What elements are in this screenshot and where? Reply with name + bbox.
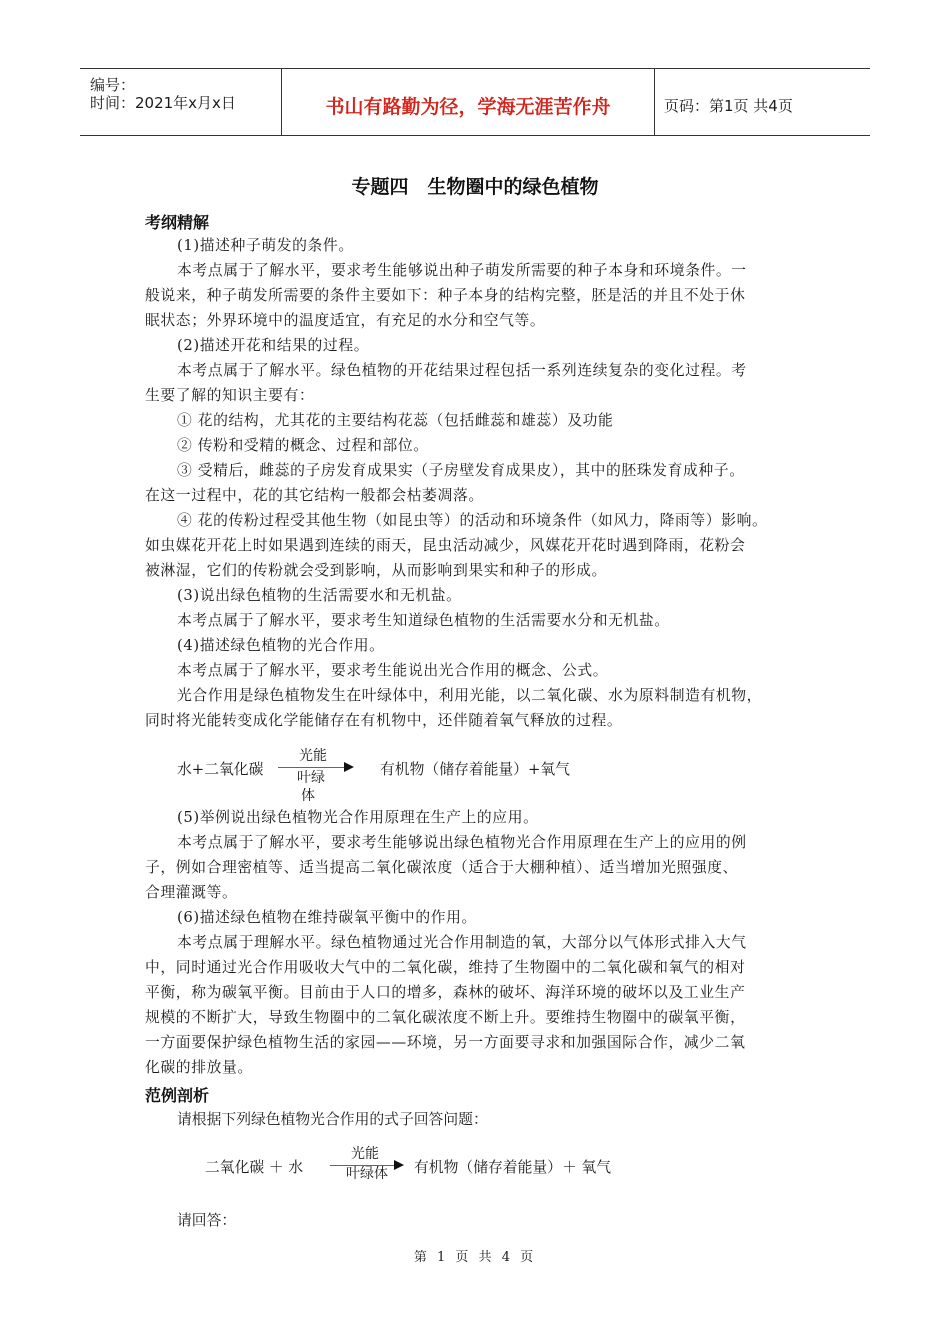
header-date-label: 时间：2021年x月x日 bbox=[90, 94, 236, 112]
header-number-label: 编号： bbox=[90, 76, 136, 94]
body-line: 合理灌溉等。 bbox=[145, 884, 238, 901]
body-line: ① 花的结构，尤其花的主要结构花蕊（包括雌蕊和雄蕊）及功能 bbox=[177, 412, 614, 429]
header-page-label: 页码：第1页 共4页 bbox=[664, 97, 793, 115]
body-line: 化碳的排放量。 bbox=[145, 1059, 253, 1076]
body-line: 在这一过程中，花的其它结构一般都会枯萎凋落。 bbox=[145, 487, 484, 504]
header-motto: 书山有路勤为径，学海无涯苦作舟 bbox=[325, 96, 611, 118]
section-heading-example: 范例剖析 bbox=[145, 1086, 210, 1105]
page-title: 专题四 生物圈中的绿色植物 bbox=[351, 176, 599, 198]
body-line: 同时将光能转变成化学能储存在有机物中，还伴随着氧气释放的过程。 bbox=[145, 712, 623, 729]
example-intro: 请根据下列绿色植物光合作用的式子回答问题： bbox=[177, 1111, 488, 1128]
body-line: 本考点属于了解水平。绿色植物的开花结果过程包括一系列连续复杂的变化过程。考 bbox=[177, 362, 747, 379]
body-line: 本考点属于了解水平，要求考生能够说出种子萌发所需要的种子本身和环境条件。一 bbox=[177, 262, 747, 279]
body-text-block bbox=[145, 805, 807, 1080]
body-line: 般说来，种子萌发所需要的条件主要如下：种子本身的结构完整，胚是活的并且不处于休 bbox=[145, 287, 746, 304]
body-line: ④ 花的传粉过程受其他生物（如昆虫等）的活动和环境条件（如风力，降雨等）影响。 bbox=[177, 512, 768, 529]
equation-right: 有机物（储存着能量）＋ 氧气 bbox=[414, 1159, 612, 1176]
body-line: 本考点属于了解水平，要求考生知道绿色植物的生活需要水分和无机盐。 bbox=[177, 612, 670, 629]
body-line: 中，同时通过光合作用吸收大气中的二氧化碳，维持了生物圈中的二氧化碳和氧气的相对 bbox=[145, 959, 746, 976]
body-line: ③ 受精后，雌蕊的子房发育成果实（子房壁发育成果皮），其中的胚珠发育成种子。 bbox=[177, 462, 745, 479]
body-line: 规模的不断扩大，导致生物圈中的二氧化碳浓度不断上升。要维持生物圈中的碳氧平衡， bbox=[145, 1009, 746, 1026]
page-footer bbox=[0, 1246, 950, 1265]
equation-condition-above: 光能 bbox=[351, 1146, 379, 1162]
equation-condition-below: 体 bbox=[301, 788, 315, 804]
body-line: 本考点属于了解水平，要求考生能够说出绿色植物光合作用原理在生产上的应用的例 bbox=[177, 834, 747, 851]
page-number: 第 1 页 共 4 页 bbox=[413, 1250, 537, 1265]
header-divider bbox=[654, 68, 655, 135]
equation-condition-below: 叶绿 bbox=[297, 770, 325, 786]
arrow-right-icon bbox=[344, 762, 354, 772]
body-line: (6)描述绿色植物在维持碳氧平衡中的作用。 bbox=[177, 909, 477, 926]
equation-left: 水+二氧化碳 bbox=[177, 761, 264, 778]
body-line: 被淋湿，它们的传粉就会受到影响，从而影响到果实和种子的形成。 bbox=[145, 562, 607, 579]
body-line: 本考点属于理解水平。绿色植物通过光合作用制造的氧，大部分以气体形式排入大气 bbox=[177, 934, 747, 951]
header-top-rule bbox=[80, 68, 870, 69]
body-line: (1)描述种子萌发的条件。 bbox=[177, 237, 354, 254]
body-line: 眠状态；外界环境中的温度适宜，有充足的水分和空气等。 bbox=[145, 312, 546, 329]
body-text-block bbox=[145, 233, 807, 733]
body-line: (5)举例说出绿色植物光合作用原理在生产上的应用。 bbox=[177, 809, 539, 826]
body-line: (4)描述绿色植物的光合作用。 bbox=[177, 637, 385, 654]
equation-left: 二氧化碳 ＋ 水 bbox=[205, 1159, 304, 1176]
body-line: ② 传粉和受精的概念、过程和部位。 bbox=[177, 437, 429, 454]
body-line: 生要了解的知识主要有： bbox=[145, 387, 315, 404]
body-line: (2)描述开花和结果的过程。 bbox=[177, 337, 370, 354]
equation-right: 有机物（储存着能量）+氧气 bbox=[380, 761, 570, 778]
body-line: 一方面要保护绿色植物生活的家园——环境，另一方面要寻求和加强国际合作，减少二氧 bbox=[145, 1034, 746, 1051]
answer-prompt: 请回答： bbox=[177, 1212, 237, 1229]
body-line: 如虫媒花开花上时如果遇到连续的雨天，昆虫活动减少，风媒花开花时遇到降雨，花粉会 bbox=[145, 537, 746, 554]
equation-condition-above: 光能 bbox=[299, 748, 327, 764]
body-line: 光合作用是绿色植物发生在叶绿体中，利用光能，以二氧化碳、水为原料制造有机物， bbox=[177, 687, 763, 704]
header-bottom-rule bbox=[80, 135, 870, 136]
equation-condition-below: 叶绿体 bbox=[346, 1166, 388, 1182]
body-line: (3)说出绿色植物的生活需要水和无机盐。 bbox=[177, 587, 462, 604]
section-heading-syllabus: 考纲精解 bbox=[145, 213, 210, 232]
body-line: 子，例如合理密植等、适当提高二氧化碳浓度（适合于大棚种植）、适当增加光照强度、 bbox=[145, 859, 739, 876]
body-line: 平衡，称为碳氧平衡。目前由于人口的增多，森林的破坏、海洋环境的破坏以及工业生产 bbox=[145, 984, 746, 1001]
body-line: 本考点属于了解水平，要求考生能说出光合作用的概念、公式。 bbox=[177, 662, 609, 679]
